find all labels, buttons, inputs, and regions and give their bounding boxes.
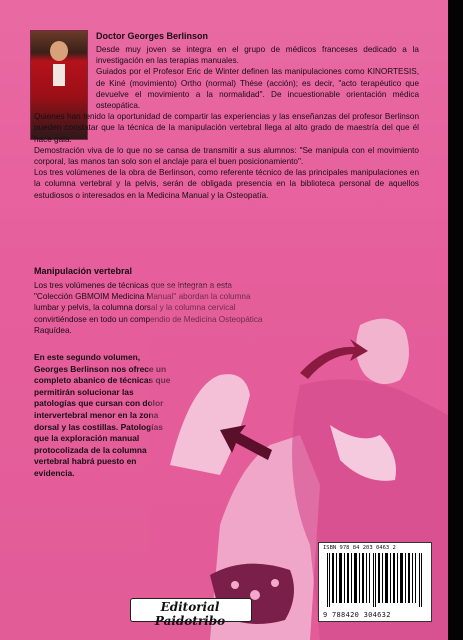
spine-edge xyxy=(448,0,463,640)
bio-paragraph: Desde muy joven se integra en el grupo de médicos franceses dedicado a la investigación en las terapias manuales. xyxy=(96,45,419,66)
bio-paragraph: Demostración viva de lo que no se cansa de transmitir a sus alumnos: "Se manipula con el movimiento corporal, las manos tan solo son el anclaje para el buen posicionamiento". xyxy=(34,145,419,167)
volume-summary: En este segundo volumen, Georges Berlinson nos ofrece un completo abanico de técnicas que permitirán solucionar las patologías que cursan con dolor intervertebral menor en la zona dorsal y las costillas. Patologías que la exploración manual protocolizada de la columna vertebral habrá puesto en evidencia. xyxy=(34,352,171,478)
bio-paragraph: Guiados por el Profesor Eric de Winter definen las manipulaciones como KINORTESIS, de Kiné (movimiento) Ortho (normal) Thése (acción); es decir, "acto terapéutico que devuelve el movimiento a la normalidad". De incuestionable orientación médica osteopática. xyxy=(96,67,419,111)
publisher-name: Editorial Paidotribo xyxy=(154,600,226,628)
isbn-text: ISBN 978 84 203 0463 2 xyxy=(323,545,396,551)
barcode-bars xyxy=(327,553,423,607)
section-title: Manipulación vertebral xyxy=(34,266,133,276)
publisher-logo xyxy=(130,594,250,628)
author-bio xyxy=(34,44,419,201)
barcode-digits: 9 788420 304632 xyxy=(323,611,391,619)
isbn-barcode xyxy=(318,542,432,622)
bio-paragraph: Los tres volúmenes de la obra de Berlinson, como referente técnico de las principales manipulaciones en la columna vertebral y la pelvis, serán de obligada presencia en la biblioteca personal de aquellos estudiosos o interesados en la Medicina Manual y la Osteopatía. xyxy=(34,168,419,200)
author-name: Doctor Georges Berlinson xyxy=(96,31,209,41)
section-text: Los tres volúmenes de técnicas que se integran a esta "Colección GBMOIM Medicina Manual" abordan la columna lumbar y pelvis, la columna dorsal y la columna cervical convirtiéndose en todo un compendio de Medicina Osteopática Raquídea. xyxy=(34,281,263,335)
bio-paragraph: Quienes han tenido la oportunidad de compartir las experiencias y las enseñanzas del profesor Berlinson pueden constatar que la técnica de la manipulación vertebral llega al alto grado de maestría del que él hace gala. xyxy=(34,112,419,144)
